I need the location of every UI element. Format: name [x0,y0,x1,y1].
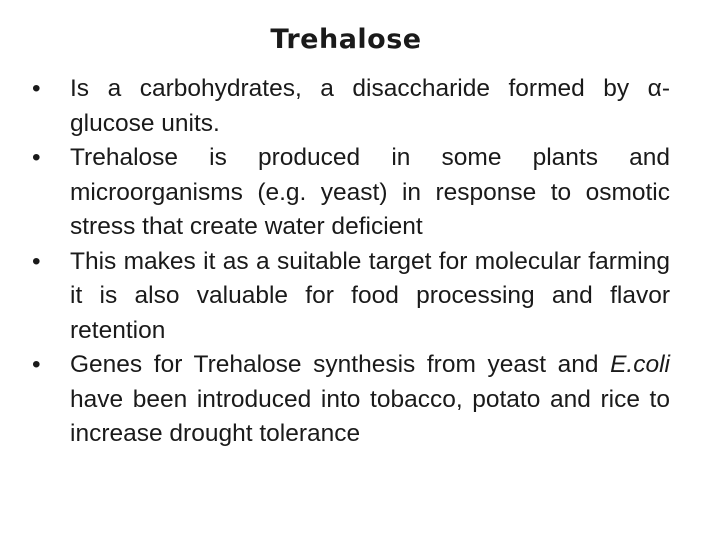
bullet-text-prefix: Genes for Trehalose synthesis from yeast and [70,351,611,378]
bullet-text-italic: E.coli [610,351,670,378]
bullet-text: Trehalose is produced in some plants and microorganisms (e.g. yeast) in response to osmotic stress that create water deficient [70,144,670,240]
bullet-text: This makes it as a suitable target for molecular farming it is also valuable for food processing and flavor retention [70,247,670,344]
bullet-icon: • [32,247,41,275]
bullet-item [28,245,670,349]
bullet-icon: • [32,351,41,378]
bullet-icon: • [32,144,41,171]
slide-title: Trehalose [270,24,422,55]
bullet-text: Is a carbohydrates, a disaccharide formed by α-glucose units. [70,75,670,137]
bullet-text-suffix: have been introduced into tobacco, potato and rice to increase drought tolerance [70,385,670,447]
bullet-icon: • [32,75,41,102]
bullet-item [28,72,670,141]
bullet-text [70,348,670,452]
bullet-item [28,141,670,245]
bullet-list [28,72,670,452]
bullet-item [28,348,670,452]
